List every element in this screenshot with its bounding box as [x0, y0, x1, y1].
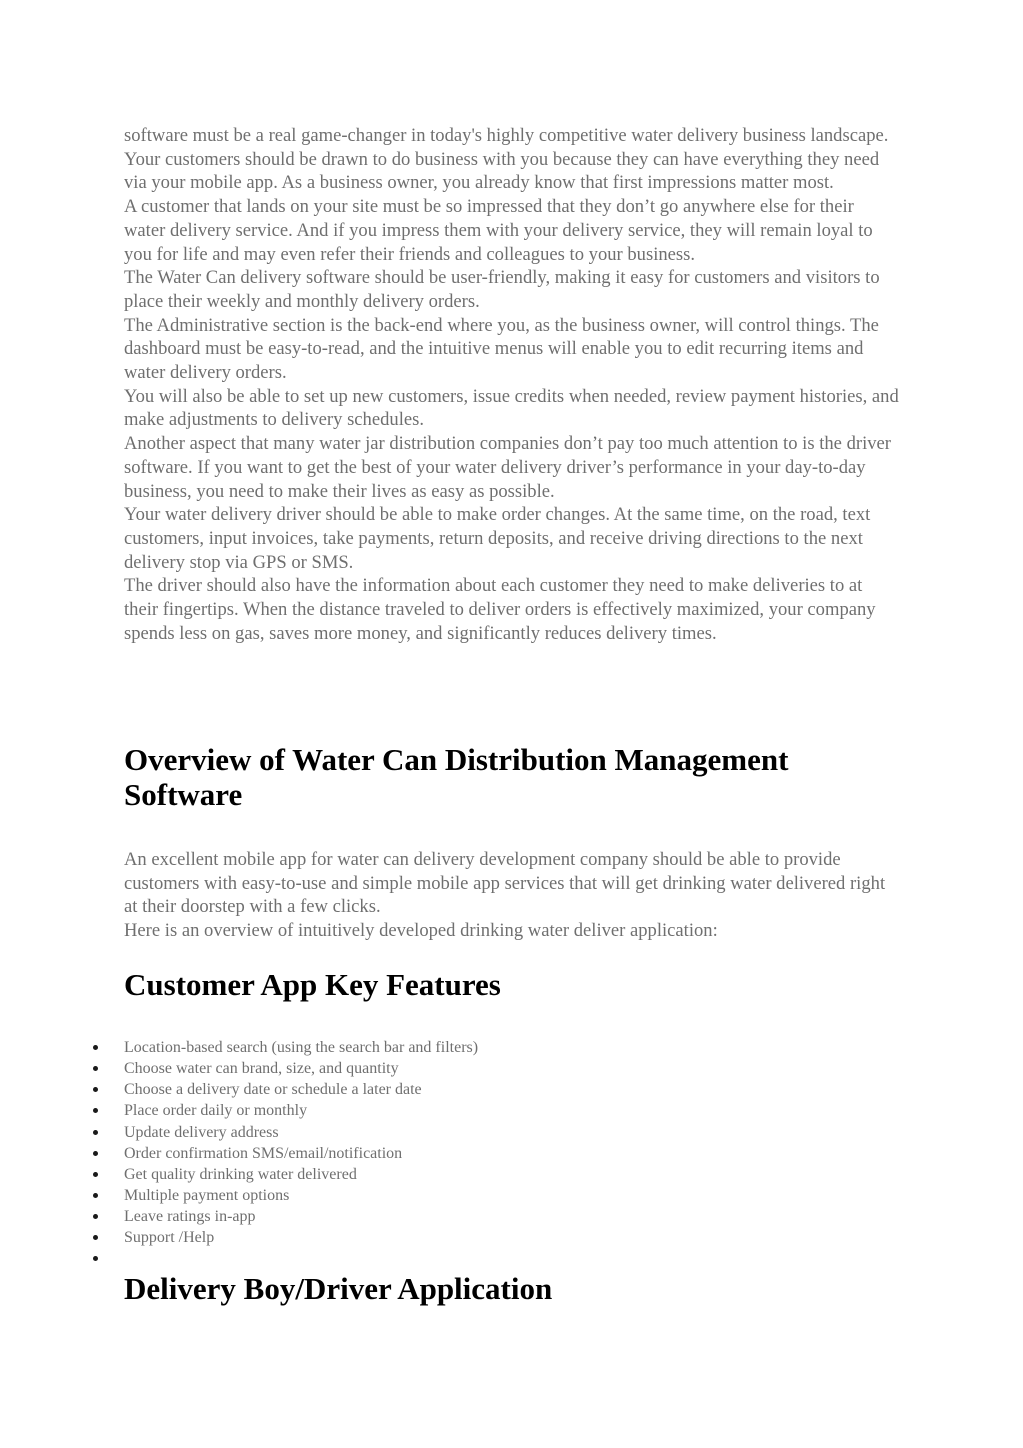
- list-item-text: Update delivery address: [124, 1123, 279, 1141]
- intro-paragraph: The driver should also have the information about each customer they need to make deliveries to at their fingertips. When the distance traveled to deliver orders is effectively maximized, your company spends less on gas, saves more money, and significantly reduces delivery times.: [124, 575, 876, 644]
- list-item: [0, 1058, 1023, 1079]
- customer-features-list: [0, 1037, 1023, 1270]
- list-item-text: Order confirmation SMS/email/notification: [124, 1144, 403, 1162]
- list-item-text: Leave ratings in-app: [124, 1208, 256, 1226]
- list-item: [0, 1185, 1023, 1206]
- bullet-icon: [93, 1193, 98, 1198]
- intro-section: [124, 124, 899, 645]
- list-item: [0, 1227, 1023, 1248]
- bullet-icon: [93, 1066, 98, 1071]
- bullet-icon: [93, 1151, 98, 1156]
- bullet-icon: [93, 1045, 98, 1050]
- bullet-icon: [93, 1172, 98, 1177]
- intro-paragraph: software must be a real game-changer in today's highly competitive water delivery business landscape.: [124, 125, 889, 146]
- list-item-text: Choose a delivery date or schedule a later date: [124, 1081, 422, 1099]
- bullet-icon: [93, 1108, 98, 1113]
- list-item: [0, 1164, 1023, 1185]
- list-item: [0, 1206, 1023, 1227]
- driver-app-heading: Delivery Boy/Driver Application: [124, 1271, 553, 1306]
- list-item-text: Choose water can brand, size, and quantity: [124, 1060, 399, 1078]
- list-item: [0, 1122, 1023, 1143]
- list-item-text: Location-based search (using the search bar and filters): [124, 1039, 479, 1056]
- bullet-icon: [93, 1256, 98, 1261]
- list-item-text: Multiple payment options: [124, 1186, 290, 1204]
- intro-paragraph: You will also be able to set up new customers, issue credits when needed, review payment histories, and make adjustments to delivery schedules.: [124, 385, 899, 431]
- overview-heading: Overview of Water Can Distribution Management Software: [124, 742, 789, 812]
- intro-paragraph: The Water Can delivery software should be user-friendly, making it easy for customers and visitors to place their weekly and monthly delivery orders.: [124, 267, 880, 312]
- list-item: [0, 1143, 1023, 1164]
- list-item: [0, 1037, 1023, 1058]
- list-item-text: Place order daily or monthly: [124, 1102, 308, 1120]
- list-item: [0, 1248, 1023, 1269]
- bullet-icon: [93, 1214, 98, 1219]
- list-item: [0, 1079, 1023, 1100]
- intro-paragraph: Another aspect that many water jar distribution companies don’t pay too much attention to is the driver software. If you want to get the best of your water delivery driver’s performance in your day-to-day business, you need to make their lives as easy as possible.: [124, 433, 891, 502]
- intro-paragraph: The Administrative section is the back-end where you, as the business owner, will control things. The dashboard must be easy-to-read, and the intuitive menus will enable you to edit recurring items and water delivery orders.: [124, 314, 879, 384]
- bullet-icon: [93, 1087, 98, 1092]
- overview-paragraph: Here is an overview of intuitively developed drinking water deliver application:: [124, 920, 718, 942]
- list-item-text: Get quality drinking water delivered: [124, 1165, 357, 1183]
- customer-features-heading: Customer App Key Features: [124, 967, 501, 1002]
- bullet-icon: [93, 1235, 98, 1240]
- list-item-text: Support /Help: [124, 1229, 215, 1247]
- bullet-icon: [93, 1130, 98, 1135]
- intro-paragraph: Your water delivery driver should be able to make order changes. At the same time, on the road, text customers, input invoices, take payments, return deposits, and receive driving directions to the next delivery stop via GPS or SMS.: [124, 504, 871, 573]
- overview-paragraph: An excellent mobile app for water can delivery development company should be able to provide customers with easy-to-use and simple mobile app services that will get drinking water delivered right at their doorstep with a few clicks.: [124, 849, 886, 918]
- intro-paragraph: A customer that lands on your site must be so impressed that they don’t go anywhere else for their water delivery service. And if you impress them with your delivery service, they will remain loyal to you for life and may even refer their friends and colleagues to your business.: [124, 196, 873, 265]
- list-item: [0, 1100, 1023, 1121]
- intro-paragraph: Your customers should be drawn to do business with you because they can have everything they need via your mobile app. As a business owner, you already know that first impressions matter most.: [124, 148, 880, 194]
- overview-section: [124, 848, 899, 943]
